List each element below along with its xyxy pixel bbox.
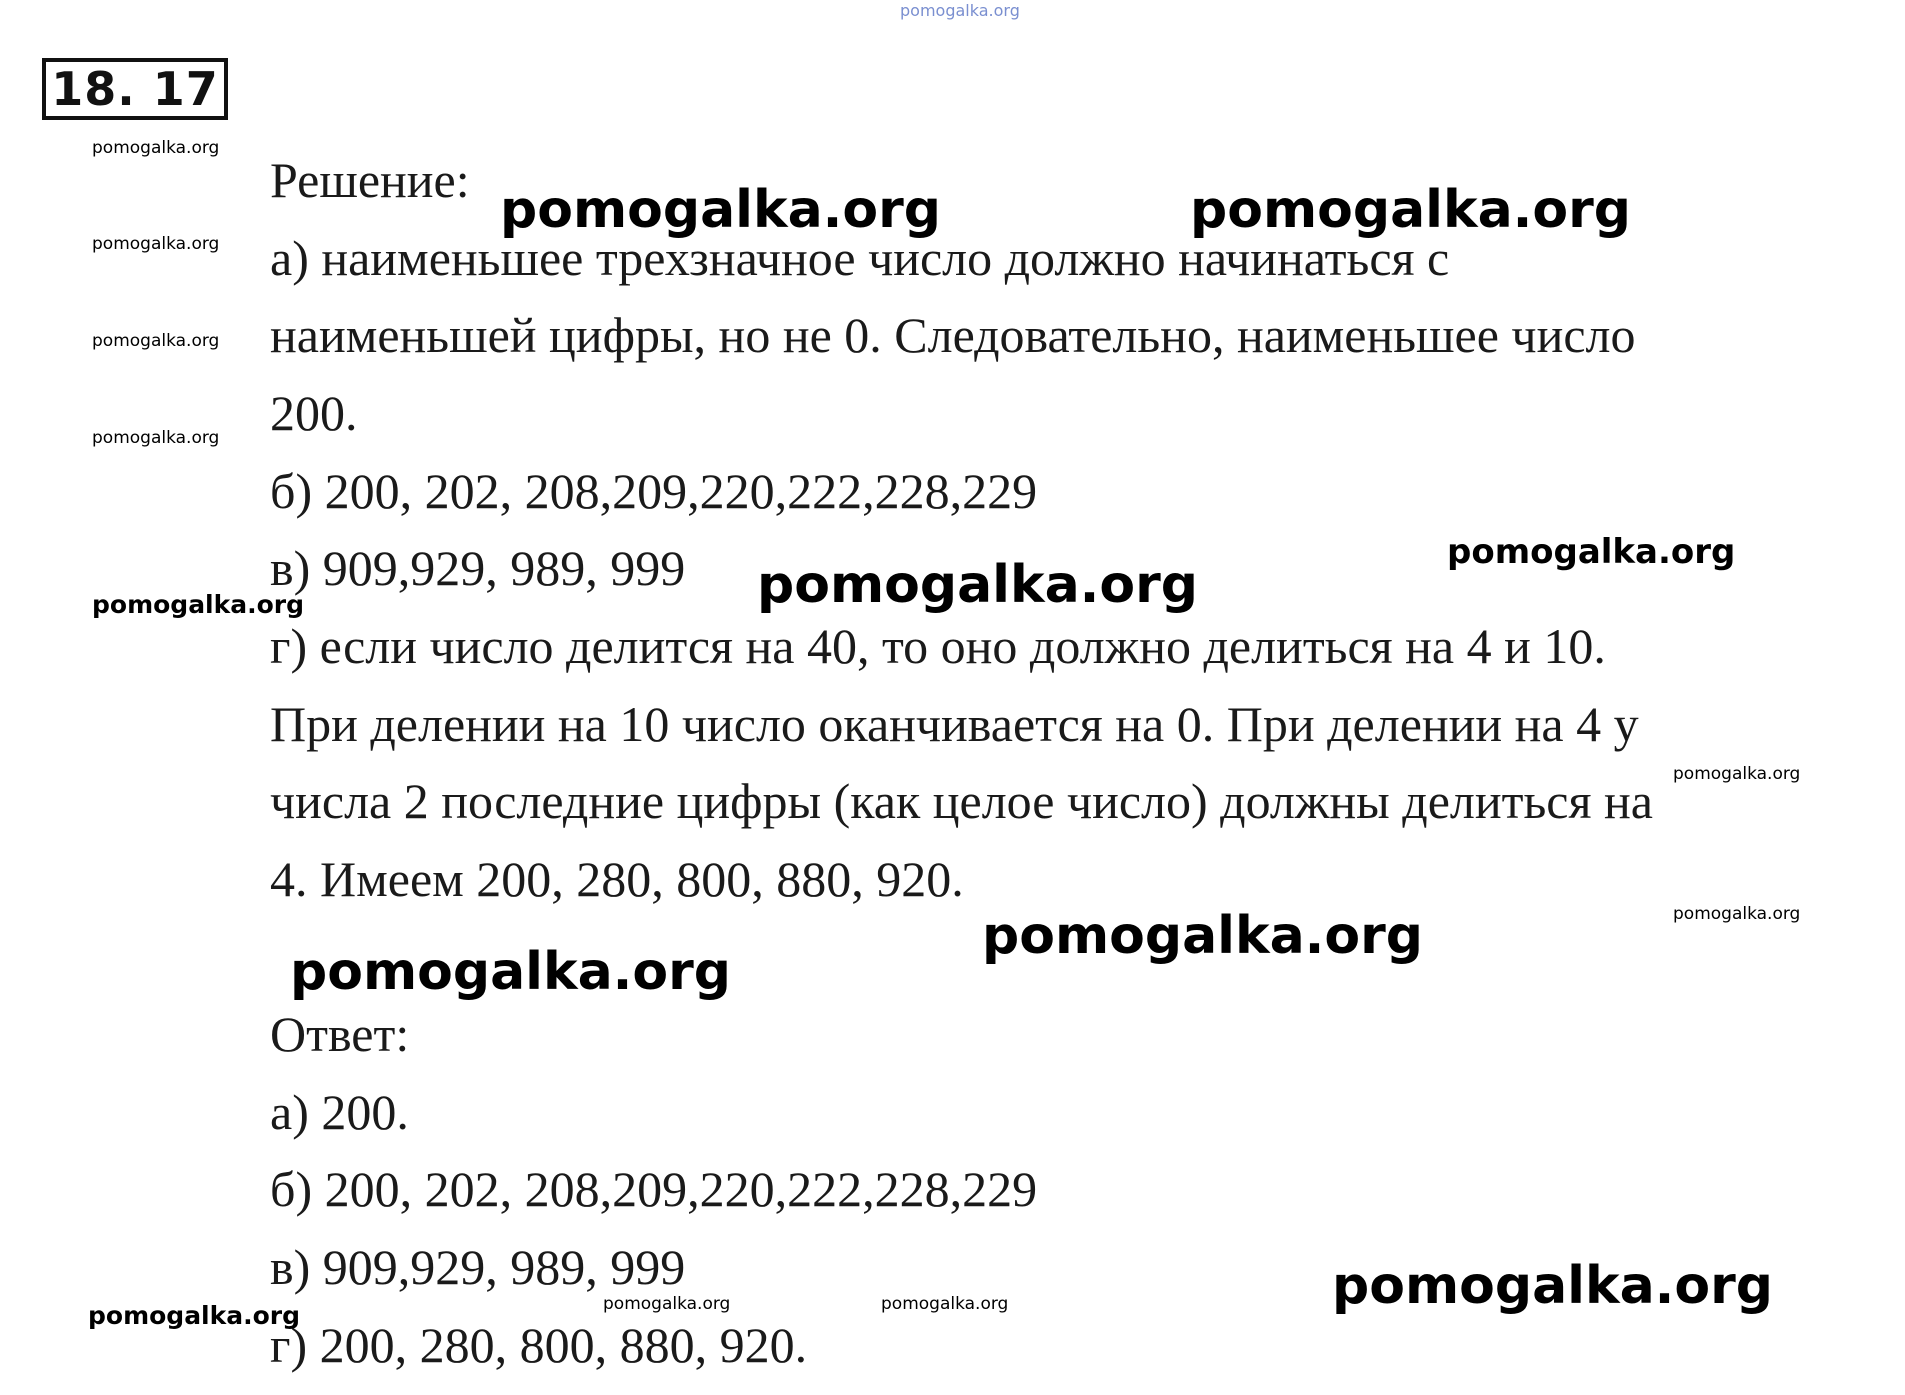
solution-line: числа 2 последние цифры (как целое число) должны делиться на	[270, 773, 1653, 829]
problem-number: 18. 17	[42, 58, 228, 120]
watermark: pomogalka.org	[603, 1294, 731, 1314]
watermark: pomogalka.org	[1332, 1256, 1774, 1316]
watermark: pomogalka.org	[881, 1294, 1009, 1314]
solution-line: в) 909,929, 989, 999	[270, 540, 686, 596]
watermark: pomogalka.org	[757, 555, 1199, 615]
watermark: pomogalka.org	[92, 428, 220, 448]
solution-line: а) наименьшее трехзначное число должно начинаться с	[270, 230, 1450, 286]
solution-line: 4. Имеем 200, 280, 800, 880, 920.	[270, 851, 964, 907]
watermark: pomogalka.org	[982, 906, 1424, 966]
header-watermark: pomogalka.org	[900, 1, 1020, 20]
solution-heading: Решение:	[270, 152, 470, 208]
watermark: pomogalka.org	[88, 1301, 301, 1330]
solution-line: б) 200, 202, 208,209,220,222,228,229	[270, 463, 1038, 519]
watermark: pomogalka.org	[92, 138, 220, 158]
watermark: pomogalka.org	[1673, 904, 1801, 924]
watermark: pomogalka.org	[500, 180, 942, 240]
watermark: pomogalka.org	[1447, 532, 1736, 572]
solution-line: г) если число делится на 40, то оно должно делиться на 4 и 10.	[270, 618, 1606, 674]
watermark: pomogalka.org	[1190, 180, 1632, 240]
solution-line: При делении на 10 число оканчивается на 0. При делении на 4 у	[270, 696, 1639, 752]
watermark: pomogalka.org	[1673, 764, 1801, 784]
answer-line: а) 200.	[270, 1084, 409, 1140]
watermark: pomogalka.org	[92, 234, 220, 254]
answer-heading: Ответ:	[270, 1006, 410, 1062]
solution-line: 200.	[270, 385, 358, 441]
answer-line: г) 200, 280, 800, 880, 920.	[270, 1317, 808, 1373]
solution-line: наименьшей цифры, но не 0. Следовательно, наименьшее число	[270, 307, 1636, 363]
watermark: pomogalka.org	[92, 331, 220, 351]
answer-line: б) 200, 202, 208,209,220,222,228,229	[270, 1161, 1038, 1217]
watermark: pomogalka.org	[290, 942, 732, 1002]
answer-line: в) 909,929, 989, 999	[270, 1239, 686, 1295]
watermark: pomogalka.org	[92, 590, 305, 619]
